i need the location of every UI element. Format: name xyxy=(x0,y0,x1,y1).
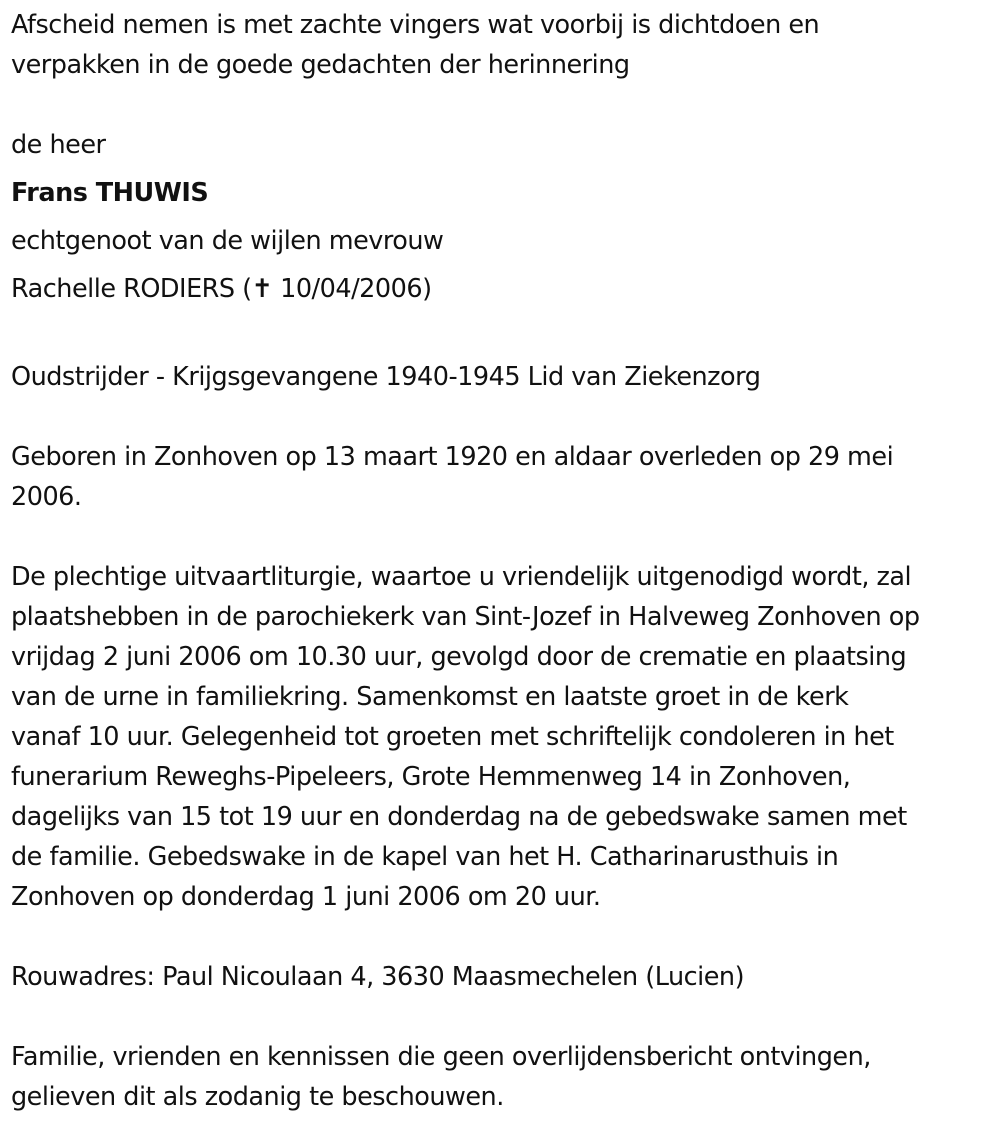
ceremony-line: De plechtige uitvaartliturgie, waartoe u vriendelijk uitgenodigd wordt, zal xyxy=(11,562,912,592)
closing-line: Familie, vrienden en kennissen die geen overlijdensbericht ontvingen, xyxy=(11,1042,871,1072)
ceremony-line: funerarium Reweghs-Pipeleers, Grote Hemmenweg 14 in Zonhoven, xyxy=(11,762,851,792)
obituary-notice xyxy=(11,0,996,1117)
opening-quote xyxy=(11,5,996,85)
roles-line: Oudstrijder - Krijgsgevangene 1940-1945 Lid van Ziekenzorg xyxy=(11,362,761,392)
deceased-name: Frans THUWIS xyxy=(11,178,209,208)
spouse-intro: echtgenoot van de wijlen mevrouw xyxy=(11,226,444,256)
mourning-address xyxy=(11,957,996,997)
birth-line: Geboren in Zonhoven op 13 maart 1920 en aldaar overleden op 29 mei xyxy=(11,442,894,472)
spouse-name: Rachelle RODIERS (✝ 10/04/2006) xyxy=(11,274,432,304)
roles xyxy=(11,357,996,397)
quote-line: verpakken in de goede gedachten der herinnering xyxy=(11,50,630,80)
ceremony-line: vanaf 10 uur. Gelegenheid tot groeten met schriftelijk condoleren in het xyxy=(11,722,894,752)
closing-line: gelieven dit als zodanig te beschouwen. xyxy=(11,1082,504,1112)
address-line: Rouwadres: Paul Nicoulaan 4, 3630 Maasmechelen (Lucien) xyxy=(11,962,745,992)
ceremony-line: van de urne in familiekring. Samenkomst en laatste groet in de kerk xyxy=(11,682,849,712)
ceremony-line: vrijdag 2 juni 2006 om 10.30 uur, gevolgd door de crematie en plaatsing xyxy=(11,642,907,672)
person-block xyxy=(11,125,996,317)
ceremony-line: plaatshebben in de parochiekerk van Sint-Jozef in Halveweg Zonhoven op xyxy=(11,602,920,632)
closing-note xyxy=(11,1037,996,1117)
ceremony-line: dagelijks van 15 tot 19 uur en donderdag na de gebedswake samen met xyxy=(11,802,907,832)
birth-death xyxy=(11,437,996,517)
quote-line: Afscheid nemen is met zachte vingers wat voorbij is dichtdoen en xyxy=(11,10,820,40)
birth-line: 2006. xyxy=(11,482,82,512)
honorific: de heer xyxy=(11,130,106,160)
ceremony-line: de familie. Gebedswake in de kapel van het H. Catharinarusthuis in xyxy=(11,842,839,872)
ceremony-line: Zonhoven op donderdag 1 juni 2006 om 20 uur. xyxy=(11,882,601,912)
ceremony-details xyxy=(11,557,996,917)
